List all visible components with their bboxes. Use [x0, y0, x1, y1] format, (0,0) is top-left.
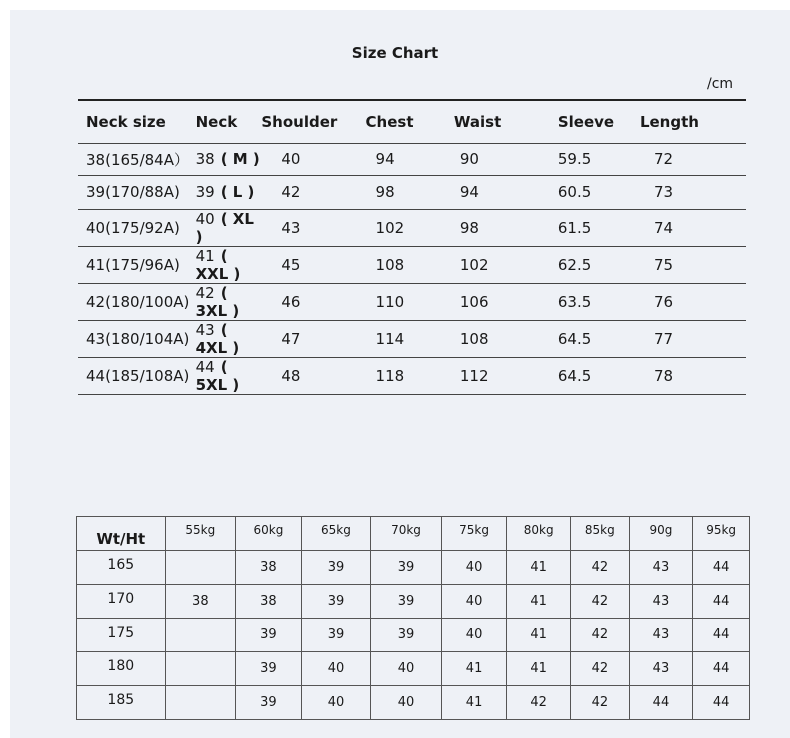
neck-size-label: ( XXL )	[195, 246, 241, 283]
wh-size-cell: 44	[693, 584, 750, 618]
wh-weight-header: 55kg	[165, 517, 236, 551]
header-neck: Neck	[196, 100, 262, 143]
wh-size-cell: 43	[629, 584, 693, 618]
unit-label: /cm	[707, 76, 734, 92]
wh-weight-header: 85kg	[571, 517, 630, 551]
neck-size-label: ( XL )	[195, 209, 254, 246]
cell-waist: 90	[444, 143, 538, 175]
cell-shoulder: 42	[261, 175, 365, 209]
cell-sleeve: 60.5	[538, 175, 640, 209]
wh-size-cell: 42	[571, 584, 630, 618]
wh-height-cell: 185	[77, 686, 166, 720]
size-row	[78, 246, 746, 283]
wh-size-cell: 38	[165, 584, 236, 618]
neck-number: 40	[195, 209, 215, 228]
cell-chest: 94	[366, 143, 444, 175]
cell-chest: 108	[366, 246, 444, 283]
cell-chest: 102	[366, 209, 444, 246]
size-chart-table	[78, 99, 746, 395]
cell-neck	[196, 357, 262, 394]
cell-sleeve: 64.5	[538, 357, 640, 394]
cell-neck-size: 43(180/104A)	[78, 320, 196, 357]
cell-shoulder: 48	[261, 357, 365, 394]
cell-chest: 110	[366, 283, 444, 320]
neck-number: 42	[195, 283, 215, 302]
wh-size-cell: 42	[571, 618, 630, 652]
cell-neck-size: 44(185/108A)	[78, 357, 196, 394]
header-chest: Chest	[366, 100, 444, 143]
page-title: Size Chart	[351, 44, 439, 62]
cell-neck	[196, 143, 262, 175]
cell-length: 72	[640, 143, 746, 175]
cell-sleeve: 62.5	[538, 246, 640, 283]
cell-length: 77	[640, 320, 746, 357]
size-row	[78, 357, 746, 394]
header-length: Length	[640, 100, 746, 143]
wh-size-cell: 43	[629, 652, 693, 686]
cell-waist: 102	[444, 246, 538, 283]
cell-waist: 108	[444, 320, 538, 357]
cell-chest: 98	[366, 175, 444, 209]
cell-length: 74	[640, 209, 746, 246]
wh-weight-header: 80kg	[507, 517, 571, 551]
neck-size-label: ( M )	[220, 150, 260, 168]
wh-size-cell	[165, 686, 236, 720]
cell-length: 78	[640, 357, 746, 394]
wh-size-cell: 39	[371, 551, 442, 585]
cell-sleeve: 63.5	[538, 283, 640, 320]
wh-weight-header: 60kg	[236, 517, 302, 551]
wh-size-cell: 39	[301, 618, 371, 652]
header-shoulder: Shoulder	[261, 100, 365, 143]
cell-waist: 112	[444, 357, 538, 394]
header-sleeve: Sleeve	[538, 100, 640, 143]
cell-length: 73	[640, 175, 746, 209]
size-header-row	[78, 100, 746, 143]
cell-shoulder: 40	[261, 143, 365, 175]
wh-size-cell: 40	[371, 686, 442, 720]
wh-size-cell: 44	[693, 551, 750, 585]
wh-size-cell: 44	[693, 618, 750, 652]
wh-size-cell: 44	[629, 686, 693, 720]
wh-size-cell: 42	[571, 652, 630, 686]
size-row	[78, 175, 746, 209]
cell-shoulder: 43	[261, 209, 365, 246]
wh-size-cell: 40	[371, 652, 442, 686]
cell-neck-size: 41(175/96A)	[78, 246, 196, 283]
wh-size-cell: 39	[236, 686, 302, 720]
wh-size-cell: 38	[236, 584, 302, 618]
wh-size-cell: 41	[507, 584, 571, 618]
wh-size-cell	[165, 618, 236, 652]
wh-size-cell: 44	[693, 652, 750, 686]
wh-size-cell: 42	[571, 551, 630, 585]
weight-height-table	[76, 516, 750, 720]
neck-size-label: ( L )	[220, 183, 255, 201]
size-row	[78, 320, 746, 357]
neck-size-label: ( 4XL )	[195, 320, 240, 357]
wh-size-cell: 42	[571, 686, 630, 720]
wh-size-cell: 41	[507, 551, 571, 585]
neck-size-label: ( 3XL )	[195, 283, 240, 320]
cell-neck-size: 38(165/84A）	[78, 143, 196, 175]
size-row	[78, 209, 746, 246]
neck-number: 41	[195, 246, 215, 265]
wh-size-cell: 39	[236, 618, 302, 652]
cell-neck	[196, 175, 262, 209]
cell-waist: 98	[444, 209, 538, 246]
neck-size-label: ( 5XL )	[195, 357, 240, 394]
cell-neck	[196, 320, 262, 357]
wh-size-cell: 40	[301, 652, 371, 686]
wh-height-cell: 180	[77, 652, 166, 686]
wh-corner-label: Wt/Ht	[77, 517, 166, 551]
wh-size-cell: 43	[629, 618, 693, 652]
cell-chest: 118	[366, 357, 444, 394]
wh-size-cell: 41	[441, 652, 507, 686]
neck-number: 44	[195, 357, 215, 376]
wh-row	[77, 618, 750, 652]
cell-neck-size: 39(170/88A)	[78, 175, 196, 209]
wh-header-row	[77, 517, 750, 551]
cell-shoulder: 46	[261, 283, 365, 320]
wh-weight-header: 70kg	[371, 517, 442, 551]
cell-shoulder: 47	[261, 320, 365, 357]
cell-neck-size: 42(180/100A)	[78, 283, 196, 320]
wh-weight-header: 75kg	[441, 517, 507, 551]
cell-neck	[196, 246, 262, 283]
wh-size-cell: 43	[629, 551, 693, 585]
cell-length: 75	[640, 246, 746, 283]
wh-size-cell: 39	[301, 584, 371, 618]
wh-size-cell	[165, 551, 236, 585]
cell-waist: 94	[444, 175, 538, 209]
cell-sleeve: 64.5	[538, 320, 640, 357]
wh-size-cell: 40	[441, 584, 507, 618]
cell-sleeve: 59.5	[538, 143, 640, 175]
wh-height-cell: 165	[77, 551, 166, 585]
wh-row	[77, 686, 750, 720]
wh-row	[77, 551, 750, 585]
cell-neck	[196, 283, 262, 320]
wh-size-cell: 41	[507, 652, 571, 686]
wh-row	[77, 584, 750, 618]
wh-weight-header: 65kg	[301, 517, 371, 551]
wh-size-cell: 38	[236, 551, 302, 585]
neck-number: 39	[195, 183, 215, 201]
size-row	[78, 283, 746, 320]
wh-size-cell: 39	[236, 652, 302, 686]
cell-chest: 114	[366, 320, 444, 357]
wh-height-cell: 175	[77, 618, 166, 652]
wh-weight-header: 95kg	[693, 517, 750, 551]
cell-neck	[196, 209, 262, 246]
header-waist: Waist	[444, 100, 538, 143]
wh-size-cell: 40	[441, 551, 507, 585]
cell-waist: 106	[444, 283, 538, 320]
wh-size-cell: 42	[507, 686, 571, 720]
wh-height-cell: 170	[77, 584, 166, 618]
cell-shoulder: 45	[261, 246, 365, 283]
wh-weight-header: 90g	[629, 517, 693, 551]
cell-sleeve: 61.5	[538, 209, 640, 246]
wh-row	[77, 652, 750, 686]
wh-size-cell	[165, 652, 236, 686]
header-neck-size: Neck size	[78, 100, 196, 143]
wh-size-cell: 41	[507, 618, 571, 652]
size-row	[78, 143, 746, 175]
neck-number: 38	[195, 150, 215, 168]
wh-size-cell: 40	[441, 618, 507, 652]
wh-size-cell: 44	[693, 686, 750, 720]
neck-number: 43	[195, 320, 215, 339]
wh-size-cell: 41	[441, 686, 507, 720]
cell-neck-size: 40(175/92A)	[78, 209, 196, 246]
wh-size-cell: 40	[301, 686, 371, 720]
wh-size-cell: 39	[371, 584, 442, 618]
wh-size-cell: 39	[301, 551, 371, 585]
cell-length: 76	[640, 283, 746, 320]
wh-size-cell: 39	[371, 618, 442, 652]
